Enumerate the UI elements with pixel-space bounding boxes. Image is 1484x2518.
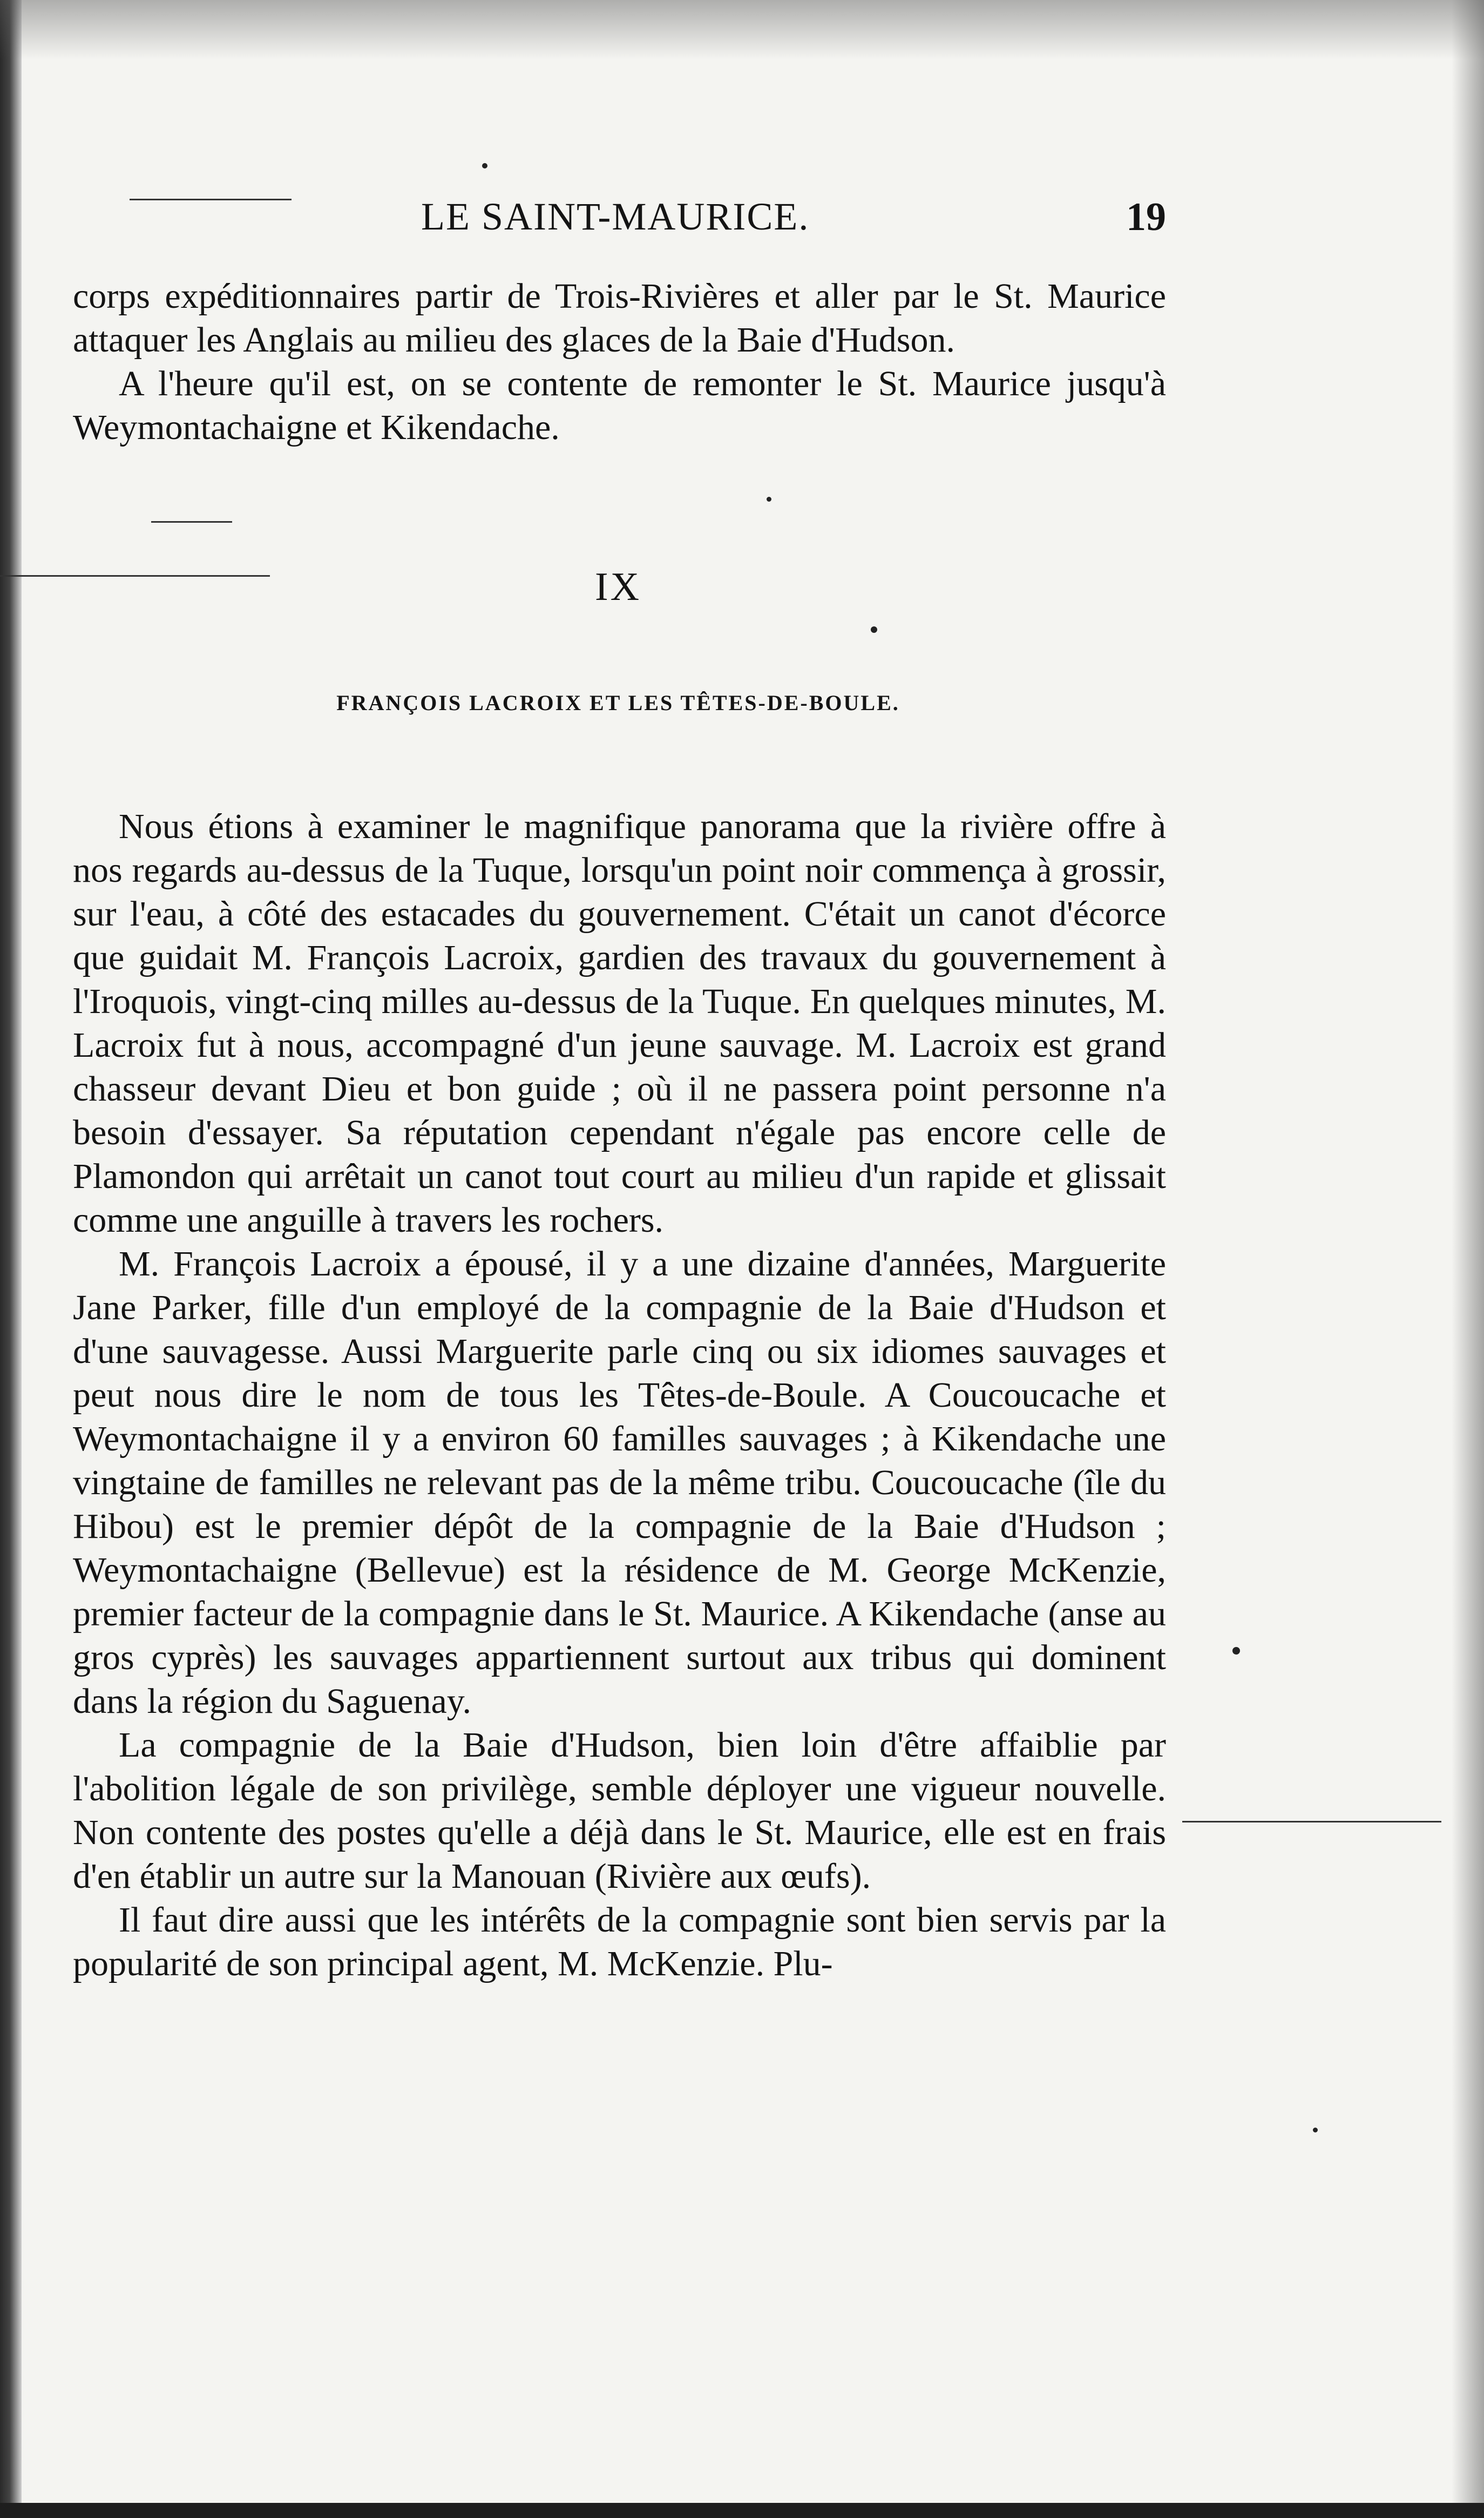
scan-speck [871, 626, 877, 633]
right-edge-shadow [1452, 0, 1484, 2518]
running-title: LE SAINT-MAURICE. [421, 195, 810, 238]
page-number: 19 [1126, 195, 1166, 239]
paragraph: La compagnie de la Baie d'Hudson, bien loin d'être affaiblie par l'abolition légale de son privilège, semble déployer une vigueur nouvelle. Non contente des postes qu'elle a déjà dans le St. Maurice, elle est en frais d'en établir un autre sur la Manouan (Rivière aux œufs). [73, 1725, 1166, 1896]
top-edge-shadow [0, 0, 1484, 59]
scan-speck [1232, 1647, 1240, 1655]
scan-stroke [151, 521, 232, 523]
paragraph: A l'heure qu'il est, on se contente de remonter le St. Maurice jusqu'à Weymontachaigne et Kikendache. [73, 364, 1166, 447]
paragraph: corps expéditionnaires partir de Trois-Rivières et aller par le St. Maurice attaquer les Anglais au milieu des glaces de la Baie d'Hudson. [73, 276, 1166, 360]
scan-speck [767, 497, 771, 502]
chapter-number: IX [594, 565, 642, 609]
bottom-edge [0, 2503, 1484, 2518]
chapter-title: FRANÇOIS LACROIX ET LES TÊTES-DE-BOULE. [336, 691, 900, 715]
running-header [70, 194, 1166, 243]
paragraph: Nous étions à examiner le magnifique panorama que la rivière offre à nos regards au-dessus de la Tuque, lorsqu'un point noir commença à grossir, sur l'eau, à côté des estacades du gouvernement. C'était un canot d'écorce que guidait M. François Lacroix, gardien des travaux du gouvernement à l'Iroquois, vingt-cinq milles au-dessus de la Tuque. En quelques minutes, M. Lacroix fut à nous, accompagné d'un jeune sauvage. M. Lacroix est grand chasseur devant Dieu et bon guide ; où il ne passera point personne n'a besoin d'essayer. Sa réputation cependant n'égale pas encore celle de Plamondon qui arrêtait un canot tout court au milieu d'un rapide et glissait comme une anguille à travers les rochers. [73, 807, 1166, 1240]
chapter-body [73, 805, 1166, 1986]
paragraph: Il faut dire aussi que les intérêts de la compagnie sont bien servis par la popularité de son principal agent, M. McKenzie. Plu- [73, 1900, 1166, 1983]
scan-stroke [1182, 1821, 1441, 1822]
scan-speck [482, 163, 487, 168]
binding-edge [0, 0, 22, 2518]
scan-speck [1313, 2128, 1318, 2132]
continuation-text [73, 274, 1166, 449]
paragraph: M. François Lacroix a épousé, il y a une dizaine d'années, Marguerite Jane Parker, fille d'un employé de la compagnie de la Baie d'Hudson et d'une sauvagesse. Aussi Marguerite parle cinq ou six idiomes sauvages et peut nous dire le nom de tous les Têtes-de-Boule. A Coucoucache et Weymontachaigne il y a environ 60 familles sauvages ; à Kikendache une vingtaine de familles ne relevant pas de la même tribu. Coucoucache (île du Hibou) est le premier dépôt de la compagnie de la Baie d'Hudson ; Weymontachaigne (Bellevue) est la résidence de M. George McKenzie, premier facteur de la compagnie dans le St. Maurice. A Kikendache (anse au gros cyprès) les sauvages appartiennent surtout aux tribus qui dominent dans la région du Saguenay. [73, 1244, 1166, 1721]
